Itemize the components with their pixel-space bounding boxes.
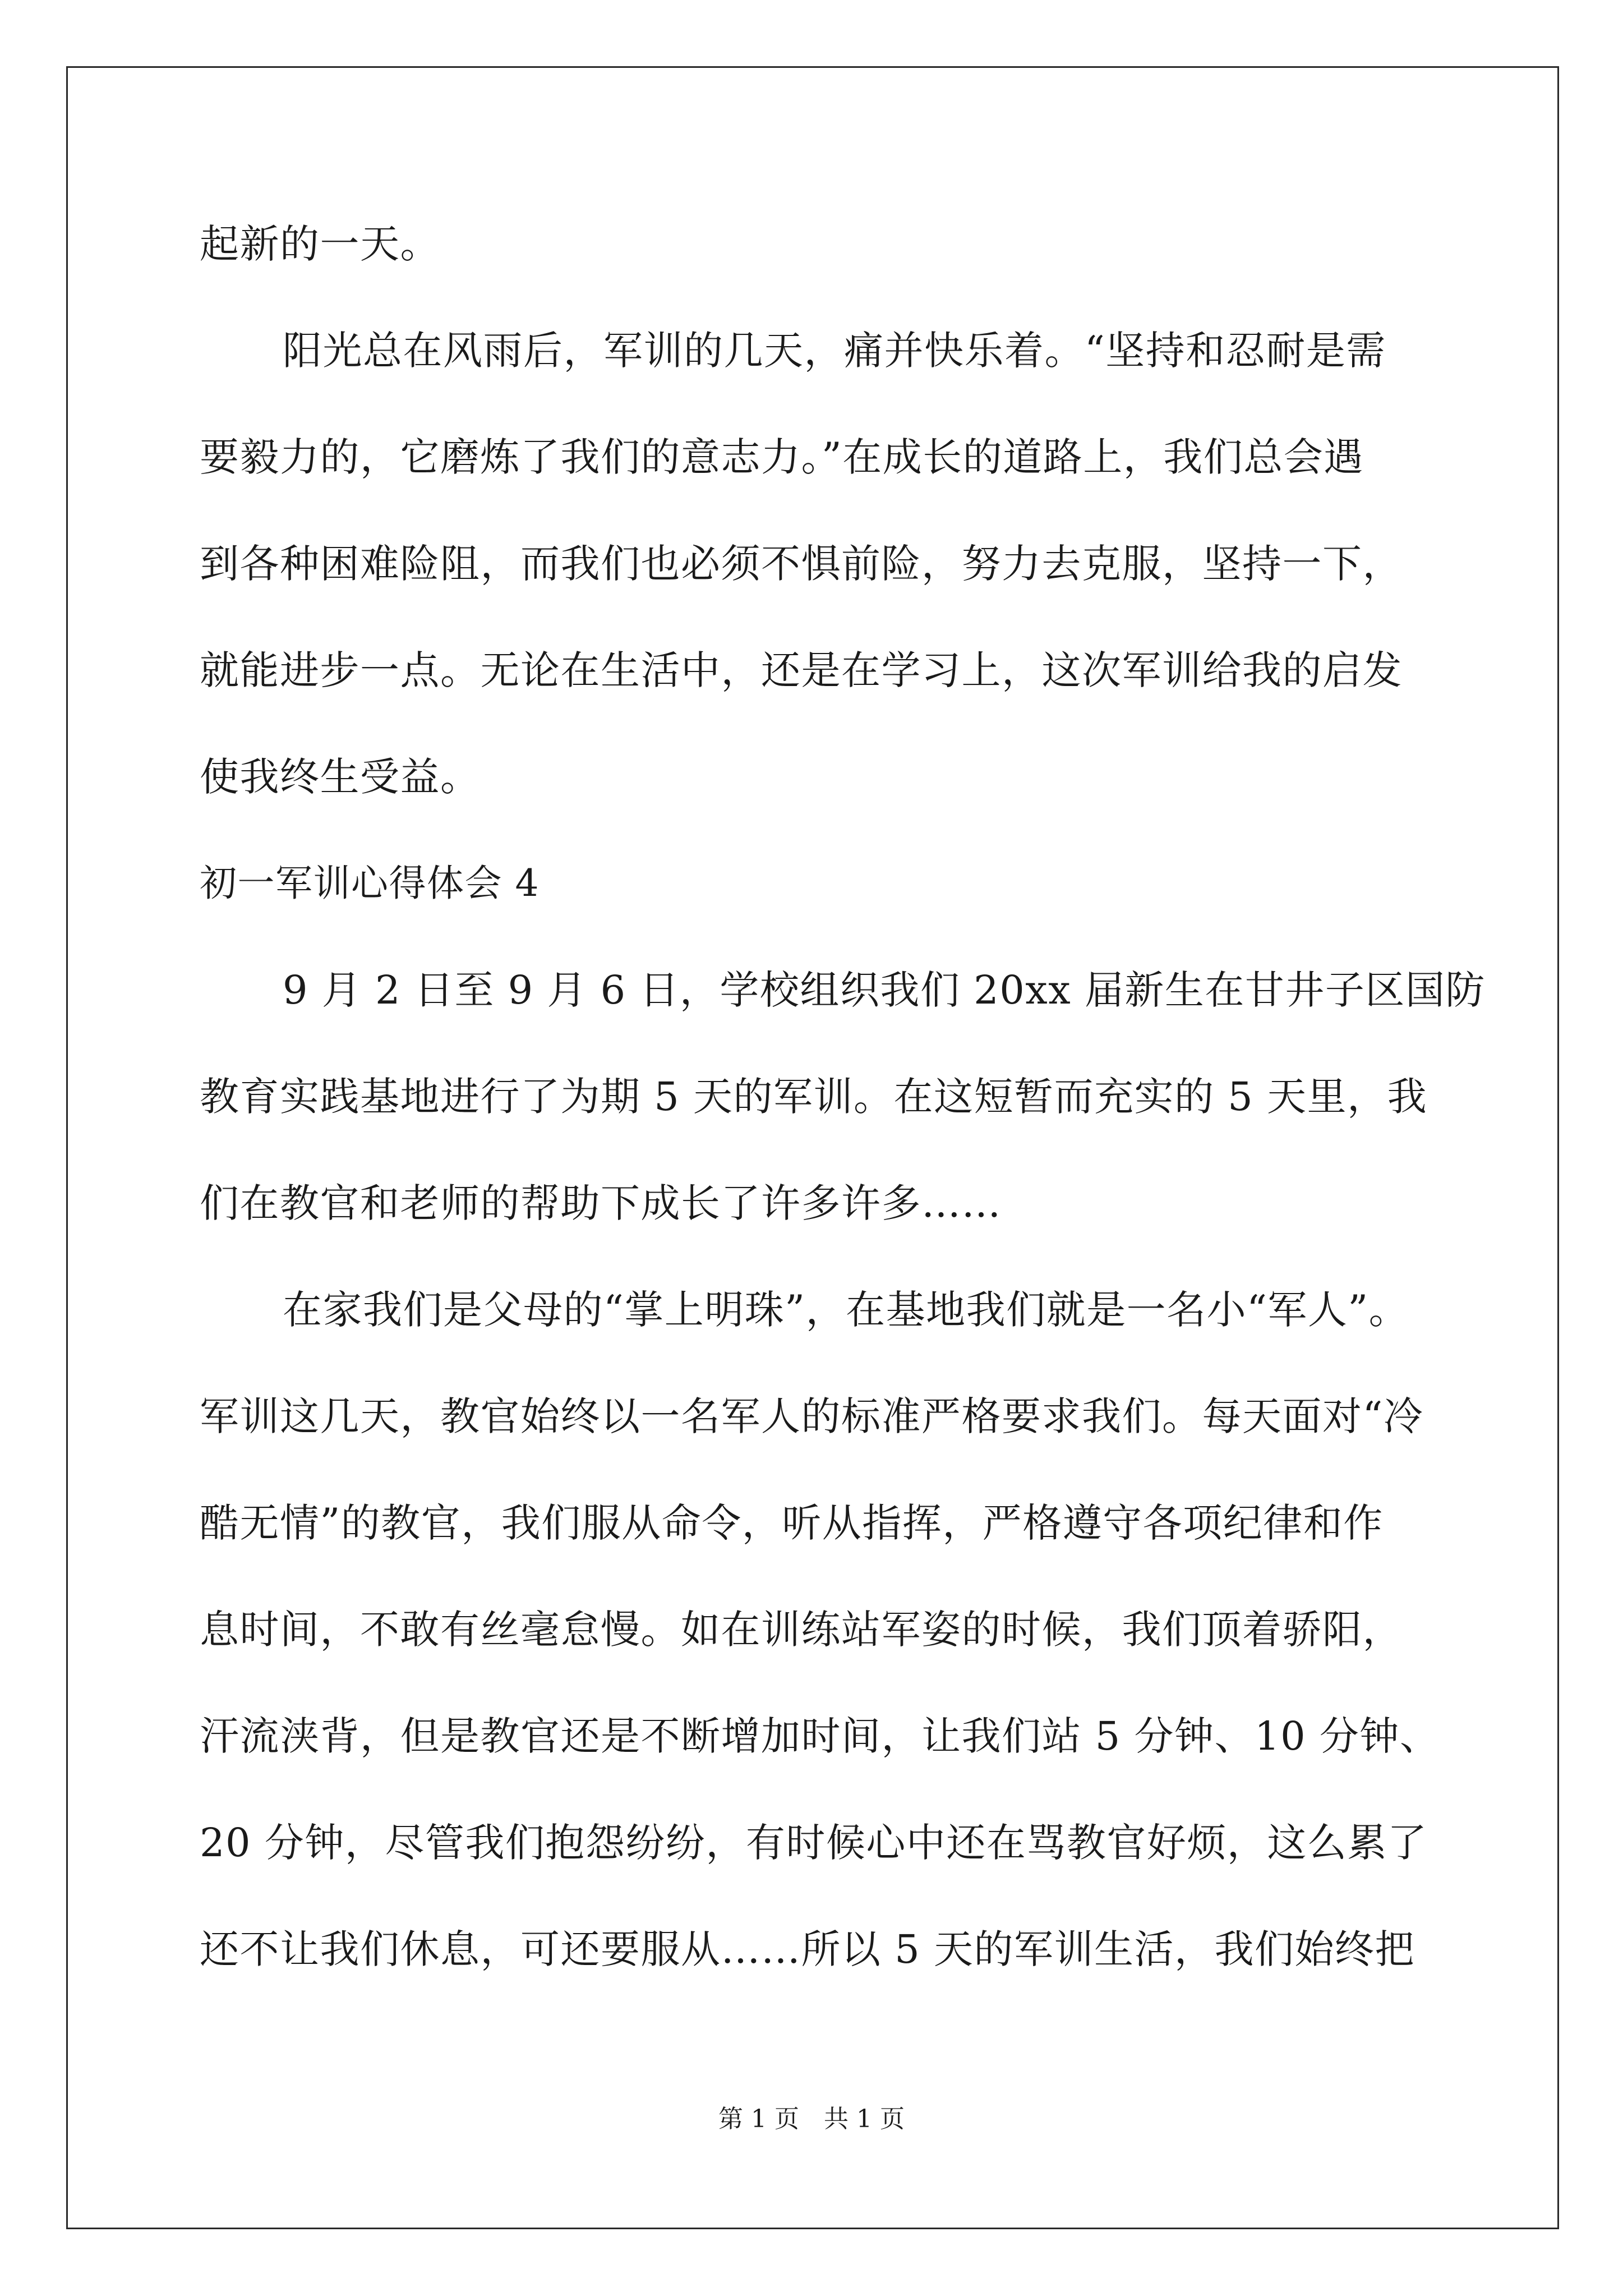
page-footer: 第 1 页 共 1 页 (718, 2105, 905, 2133)
text-line-11: 在家我们是父母的“掌上明珠”，在基地我们就是一名小“军人”。 (283, 1287, 1409, 1333)
text-line-16: 20 分钟，尽管我们抱怨纷纷，有时候心中还在骂教官好烦，这么累了 (200, 1820, 1428, 1866)
text-line-2: 阳光总在风雨后，军训的几天，痛并快乐着。“坚持和忍耐是需 (283, 328, 1386, 374)
text-line-1: 起新的一天。 (200, 221, 440, 267)
text-line-13: 酷无情”的教官，我们服从命令，听从指挥，严格遵守各项纪律和作 (200, 1500, 1384, 1546)
text-line-17: 还不让我们休息，可还要服从……所以 5 天的军训生活，我们始终把 (200, 1926, 1415, 1972)
section-heading: 初一军训心得体会 4 (200, 862, 540, 905)
text-line-5: 就能进步一点。无论在生活中，还是在学习上，这次军训给我的启发 (200, 647, 1403, 693)
text-line-9: 教育实践基地进行了为期 5 天的军训。在这短暂而充实的 5 天里，我 (200, 1074, 1428, 1120)
text-line-12: 军训这几天，教官始终以一名军人的标准严格要求我们。每天面对“冷 (200, 1393, 1424, 1439)
text-line-6: 使我终生受益。 (200, 754, 481, 800)
text-line-10: 们在教官和老师的帮助下成长了许多许多…… (200, 1180, 1002, 1226)
text-line-8: 9 月 2 日至 9 月 6 日，学校组织我们 20xx 届新生在甘井子区国防 (283, 967, 1486, 1013)
text-line-3: 要毅力的，它磨炼了我们的意志力。”在成长的道路上，我们总会遇 (200, 434, 1364, 480)
text-line-4: 到各种困难险阻，而我们也必须不惧前险，努力去克服，坚持一下， (200, 541, 1403, 587)
document-body (200, 191, 1486, 2003)
text-line-15: 汗流浃背，但是教官还是不断增加时间，让我们站 5 分钟、10 分钟、 (200, 1713, 1440, 1759)
text-line-14: 息时间，不敢有丝毫怠慢。如在训练站军姿的时候，我们顶着骄阳， (200, 1607, 1403, 1653)
